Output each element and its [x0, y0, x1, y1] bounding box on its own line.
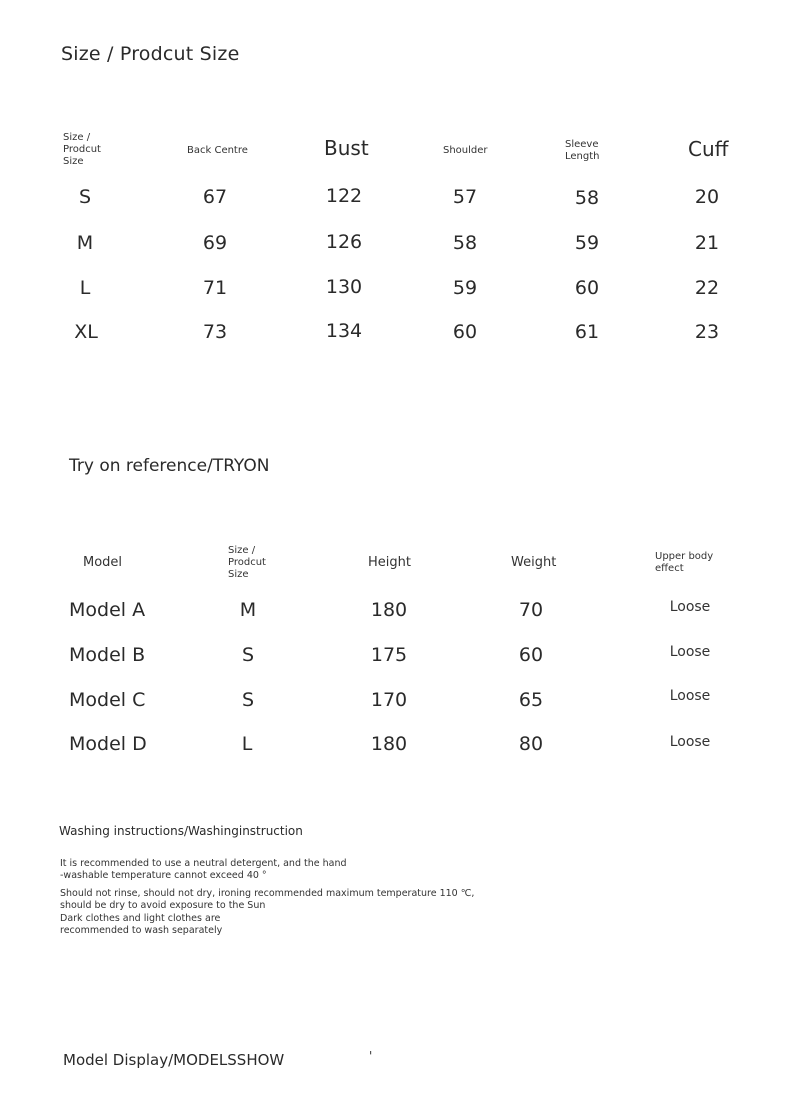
size-row-m-size: M [76, 232, 94, 254]
size-header-size: Size / Prodcut Size [63, 132, 101, 167]
tryon-row-c-height: 170 [370, 689, 408, 711]
washing-line-3: Dark clothes and light clothes are recommended to wash separately [60, 913, 223, 936]
tryon-row-a-effect: Loose [669, 599, 711, 615]
tryon-row-b-model: Model B [69, 644, 146, 666]
size-row-l-back-centre: 71 [202, 277, 228, 299]
tryon-row-a-model: Model A [69, 599, 146, 621]
tryon-row-c-weight: 65 [518, 689, 544, 711]
size-row-s-shoulder: 57 [452, 186, 478, 208]
size-row-xl-back-centre: 73 [202, 321, 228, 343]
tryon-row-d-effect: Loose [669, 734, 711, 750]
size-row-s-bust: 122 [325, 185, 363, 207]
tryon-row-d-size: L [241, 733, 253, 755]
size-row-l-cuff: 22 [694, 277, 720, 299]
tryon-row-d-model: Model D [69, 733, 147, 755]
size-row-s-cuff: 20 [694, 186, 720, 208]
tryon-header-weight: Weight [511, 555, 557, 570]
size-row-m-bust: 126 [325, 231, 363, 253]
size-header-shoulder: Shoulder [443, 145, 488, 156]
tryon-row-b-size: S [241, 644, 255, 666]
tryon-header-upper-body: Upper body effect [655, 551, 714, 574]
tryon-header-height: Height [368, 555, 411, 570]
size-row-s-sleeve: 58 [574, 187, 600, 209]
size-header-back-centre: Back Centre [187, 145, 248, 156]
tryon-row-d-weight: 80 [518, 733, 544, 755]
size-row-xl-cuff: 23 [694, 321, 720, 343]
tryon-row-a-size: M [239, 599, 257, 621]
size-header-sleeve-length: Sleeve Length [565, 139, 600, 162]
size-row-l-size: L [79, 277, 91, 299]
size-row-s-size: S [78, 186, 92, 208]
tryon-row-a-weight: 70 [518, 599, 544, 621]
stray-tick-mark: ' [369, 1049, 373, 1063]
washing-title: Washing instructions/Washinginstruction [59, 824, 303, 838]
washing-line-2: Should not rinse, should not dry, ironing recommended maximum temperature 110 ℃, should be dry to avoid exposure to the Sun [60, 888, 475, 911]
size-row-xl-shoulder: 60 [452, 321, 478, 343]
tryon-header-size: Size / Prodcut Size [228, 545, 266, 580]
size-row-m-cuff: 21 [694, 232, 720, 254]
tryon-row-d-height: 180 [370, 733, 408, 755]
model-display-title: Model Display/MODELSSHOW [63, 1051, 285, 1069]
size-row-s-back-centre: 67 [202, 186, 228, 208]
washing-line-1: It is recommended to use a neutral detergent, and the hand -washable temperature cannot exceed 40 ° [60, 858, 347, 881]
size-row-m-back-centre: 69 [202, 232, 228, 254]
size-section-title: Size / Prodcut Size [61, 43, 240, 65]
size-row-xl-sleeve: 61 [574, 321, 600, 343]
size-row-m-shoulder: 58 [452, 232, 478, 254]
size-row-m-sleeve: 59 [574, 232, 600, 254]
size-row-xl-bust: 134 [325, 320, 363, 342]
tryon-row-c-model: Model C [69, 689, 146, 711]
size-row-l-shoulder: 59 [452, 277, 478, 299]
size-header-bust: Bust [324, 136, 369, 160]
tryon-header-model: Model [83, 555, 123, 570]
size-row-xl-size: XL [74, 321, 98, 343]
tryon-row-a-height: 180 [370, 599, 408, 621]
tryon-row-c-effect: Loose [669, 688, 711, 704]
tryon-row-b-weight: 60 [518, 644, 544, 666]
tryon-row-b-height: 175 [370, 644, 408, 666]
size-row-l-bust: 130 [325, 276, 363, 298]
tryon-row-b-effect: Loose [669, 644, 711, 660]
tryon-row-c-size: S [241, 689, 255, 711]
size-header-cuff: Cuff [688, 137, 729, 161]
tryon-section-title: Try on reference/TRYON [69, 456, 270, 476]
size-row-l-sleeve: 60 [574, 277, 600, 299]
